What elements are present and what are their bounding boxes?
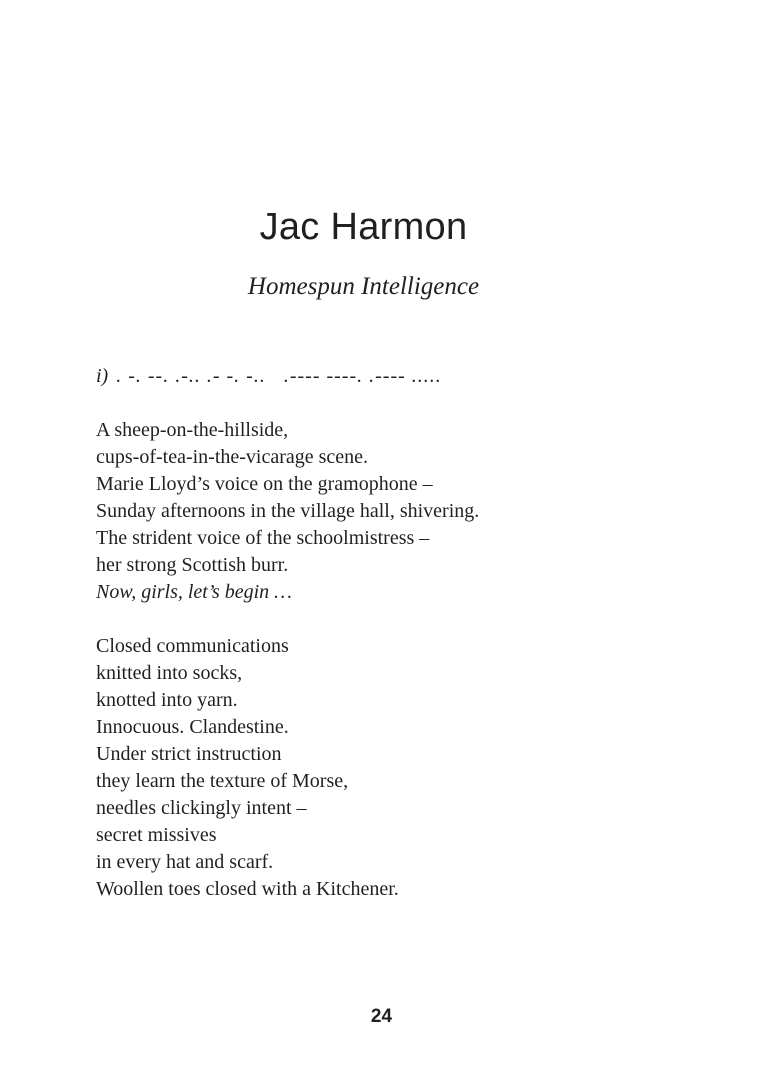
poem-line: in every hat and scarf. — [96, 851, 274, 873]
poem-line: secret missives — [96, 824, 217, 846]
poem-line-italic: Now, girls, let’s begin … — [96, 581, 292, 603]
poem-line: knotted into yarn. — [96, 689, 238, 711]
morse-code-text: . -. --. .-.. .- -. -.. .---- ----. .---- ..... — [116, 365, 442, 387]
poem-body — [96, 363, 656, 903]
poem-line: cups-of-tea-in-the-vicarage scene. — [96, 446, 369, 468]
author-name-title: Jac Harmon — [259, 206, 468, 248]
poem-line: Closed communications — [96, 635, 289, 657]
poem-line: Sunday afternoons in the village hall, shivering. — [96, 500, 480, 522]
poem-title: Homespun Intelligence — [247, 273, 480, 300]
poem-line: they learn the texture of Morse, — [96, 770, 349, 792]
poem-line: Under strict instruction — [96, 743, 282, 765]
poem-line: Innocuous. Clandestine. — [96, 716, 289, 738]
epigraph-line — [96, 363, 656, 390]
poem-line: knitted into socks, — [96, 662, 243, 684]
poem-line: A sheep-on-the-hillside, — [96, 419, 289, 441]
epigraph-numeral: i) — [96, 365, 109, 387]
stanza-1 — [96, 417, 656, 606]
poem-line: Woollen toes closed with a Kitchener. — [96, 878, 399, 900]
poem-line: Marie Lloyd’s voice on the gramophone – — [96, 473, 433, 495]
poem-line: her strong Scottish burr. — [96, 554, 289, 576]
poem-line: The strident voice of the schoolmistress – — [96, 527, 430, 549]
poem-line: needles clickingly intent – — [96, 797, 307, 819]
stanza-2 — [96, 633, 656, 903]
page-number: 24 — [370, 1006, 393, 1027]
